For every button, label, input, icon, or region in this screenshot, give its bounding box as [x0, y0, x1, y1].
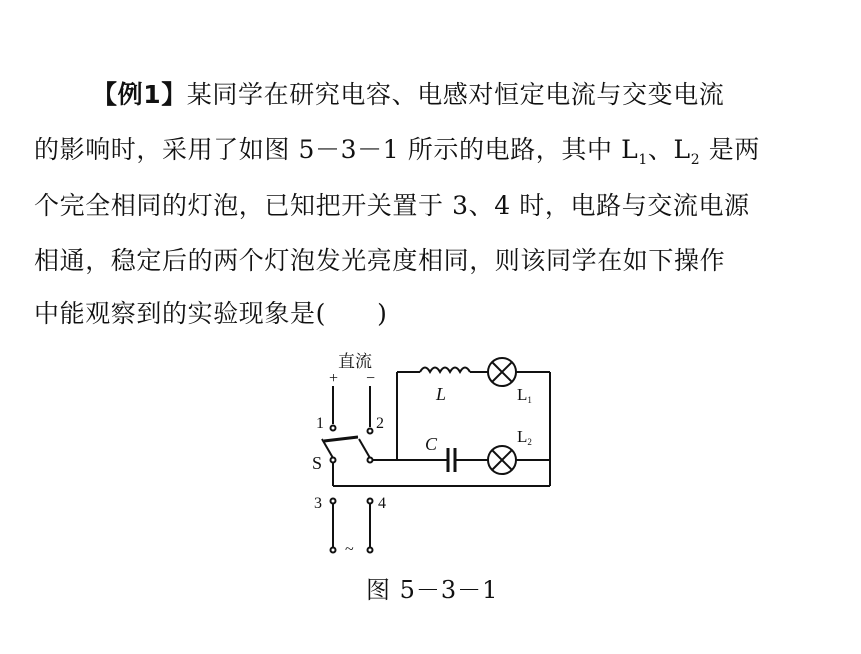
question-line-5: 中能观察到的实验现象是( ) — [34, 299, 388, 328]
figure-caption: 图 5－3－1 — [366, 576, 499, 604]
switch-bar — [324, 437, 358, 441]
terminal-3 — [331, 499, 336, 504]
minus-label: − — [366, 370, 376, 387]
lamp-L2-label: L2 — [517, 427, 532, 447]
label-4: 4 — [378, 495, 386, 512]
terminal-4 — [368, 499, 373, 504]
lamp-L1-label: L1 — [517, 385, 532, 405]
switch-pivot-left — [331, 458, 336, 463]
ac-terminal-left — [331, 548, 336, 553]
label-1: 1 — [316, 415, 324, 432]
label-3: 3 — [314, 495, 322, 512]
inductor-coil — [420, 368, 470, 373]
question-line-1: 【例1】某同学在研究电容、电感对恒定电流与交变电流 — [92, 80, 725, 109]
question-line-3: 个完全相同的灯泡，已知把开关置于 3、4 时，电路与交流电源 — [34, 191, 750, 220]
question-line-2: 的影响时，采用了如图 5－3－1 所示的电路，其中 $L_1$、$L_2$ 是两 — [34, 135, 760, 168]
switch-label: S — [312, 453, 323, 473]
terminal-2 — [368, 429, 373, 434]
dc-label: 直流 — [338, 352, 372, 371]
switch-blade-right — [359, 439, 370, 458]
plus-label: + — [329, 370, 339, 387]
ac-terminal-right — [368, 548, 373, 553]
circuit-diagram — [300, 338, 570, 568]
inductor-label: L — [436, 384, 447, 404]
terminal-1 — [331, 426, 336, 431]
question-line-4: 相通，稳定后的两个灯泡发光亮度相同，则该同学在如下操作 — [34, 246, 726, 275]
example-tag: 【例1】 — [92, 80, 187, 109]
label-2: 2 — [376, 415, 384, 432]
switch-pivot-right — [368, 458, 373, 463]
capacitor-label: C — [425, 434, 438, 454]
ac-label: ~ — [345, 541, 354, 558]
